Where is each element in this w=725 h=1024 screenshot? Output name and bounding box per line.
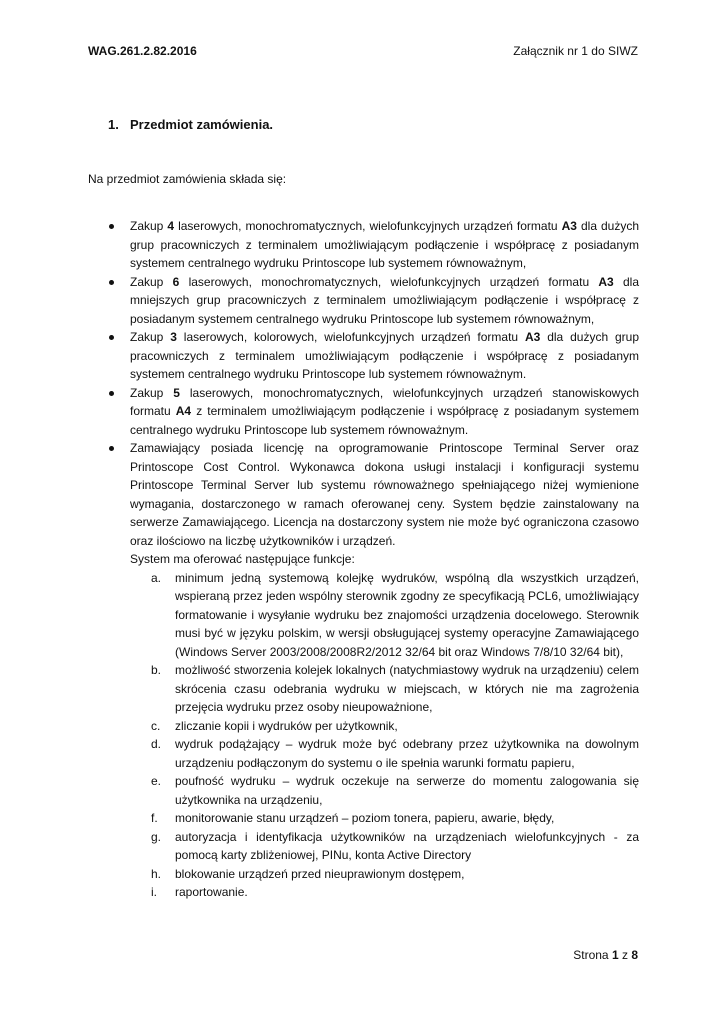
bullet-icon bbox=[109, 391, 114, 396]
scope-item: Zakup 3 laserowych, kolorowych, wielofunkcyjnych urządzeń formatu A3 dla dużych grup pracowniczych z terminalem umożliwiającym podłączenie i współpracę z posiadanym systemem centralnego wydruku Printoscope lub systemem równoważnym. bbox=[88, 328, 639, 384]
scope-item: Zakup 5 laserowych, monochromatycznych, wielofunkcyjnych urządzeń stanowiskowych formatu A4 z terminalem umożliwiającym podłączenie i współpracę z posiadanym systemem centralnego wydruku Printoscope lub systemem równoważnym. bbox=[88, 384, 639, 440]
page-total: 8 bbox=[631, 948, 638, 962]
document-reference: WAG.261.2.82.2016 bbox=[88, 44, 197, 58]
page-label: Strona bbox=[573, 948, 609, 962]
section-heading bbox=[108, 117, 273, 132]
license-paragraph: Zamawiający posiada licencję na oprogramowanie Printoscope Terminal Server oraz Printoscope Cost Control. Wykonawca dokona usługi instalacji i konfiguracji systemu Printoscope Terminal Server lub systemu równoważnego spełniającego niżej wymienione wymagania, dostarczonego w ramach oferowanej ceny. System będzie zainstalowany na serwerze Zamawiającego. Licencja na dostarczony system nie może być ograniczona czasowo oraz ilościowo na liczbę użytkowników i urządzeń. bbox=[130, 441, 639, 548]
page-current: 1 bbox=[611, 948, 619, 962]
bullet-icon bbox=[109, 280, 114, 285]
section-number: 1. bbox=[108, 117, 119, 132]
page-footer bbox=[573, 948, 638, 962]
function-item: b. możliwość stworzenia kolejek lokalnych (natychmiastowy wydruk na urządzeniu) celem skrócenia czasu odebrania wydruku w miejscach, w których nie ma zagrożenia przejęcia wydruku przez osoby nieupoważnione, bbox=[151, 663, 639, 714]
bullet-icon bbox=[109, 224, 114, 229]
function-item: e. poufność wydruku – wydruk oczekuje na serwerze do momentu zalogowania się użytkownika na urządzeniu, bbox=[151, 774, 639, 807]
function-item: i. raportowanie. bbox=[151, 885, 248, 899]
functions-list bbox=[130, 569, 639, 902]
scope-item: Zakup 4 laserowych, monochromatycznych, wielofunkcyjnych urządzeń formatu A3 dla dużych grup pracowniczych z terminalem umożliwiającym podłączenie i współpracę z posiadanym systemem centralnego wydruku Printoscope lub systemem równoważnym, bbox=[88, 217, 639, 273]
scope-item: Zakup 6 laserowych, monochromatycznych, wielofunkcyjnych urządzeń formatu A3 dla mniejszych grup pracowniczych z terminalem umożliwiającym podłączenie i współpracę z posiadanym systemem centralnego wydruku Printoscope lub systemem równoważnym, bbox=[88, 273, 639, 329]
function-item: h. blokowanie urządzeń przed nieuprawionym dostępem, bbox=[151, 866, 465, 881]
function-item: d. wydruk podążający – wydruk może być odebrany przez użytkownika na dowolnym urządzeniu podłączonym do systemu o ile spełnia warunki formatu papieru, bbox=[151, 737, 639, 770]
function-item: f. monitorowanie stanu urządzeń – poziom tonera, papieru, awarie, błędy, bbox=[151, 811, 555, 825]
functions-intro: System ma oferować następujące funkcje: bbox=[130, 552, 355, 566]
scope-list bbox=[88, 217, 639, 902]
bullet-icon bbox=[109, 446, 114, 451]
license-item bbox=[88, 439, 639, 902]
function-item: g. autoryzacja i identyfikacja użytkowników na urządzeniach wielofunkcyjnych - za pomocą karty zbliżeniowej, PINu, konta Active Directory bbox=[151, 829, 639, 862]
function-item: a. minimum jedną systemową kolejkę wydruków, wspólną dla wszystkich urządzeń, wspieraną przez jeden wspólny sterownik zgodny ze specyfikacją PCL6, umożliwiający formatowanie i wysyłanie wydruku bez znajomości urządzenia docelowego. Sterownik musi być w języku polskim, w wersji obsługującej systemy operacyjne Zamawiającego (Windows Server 2003/2008/2008R2/2012 32/64 bit oraz Windows 7/8/10 32/64 bit), bbox=[151, 570, 639, 659]
section-title: Przedmiot zamówienia. bbox=[130, 117, 274, 132]
intro-text: Na przedmiot zamówienia składa się: bbox=[88, 172, 287, 186]
page-sep: z bbox=[621, 948, 628, 962]
function-item: c. zliczanie kopii i wydruków per użytkownik, bbox=[151, 718, 398, 733]
attachment-label: Załącznik nr 1 do SIWZ bbox=[513, 44, 638, 58]
bullet-icon bbox=[109, 335, 114, 340]
